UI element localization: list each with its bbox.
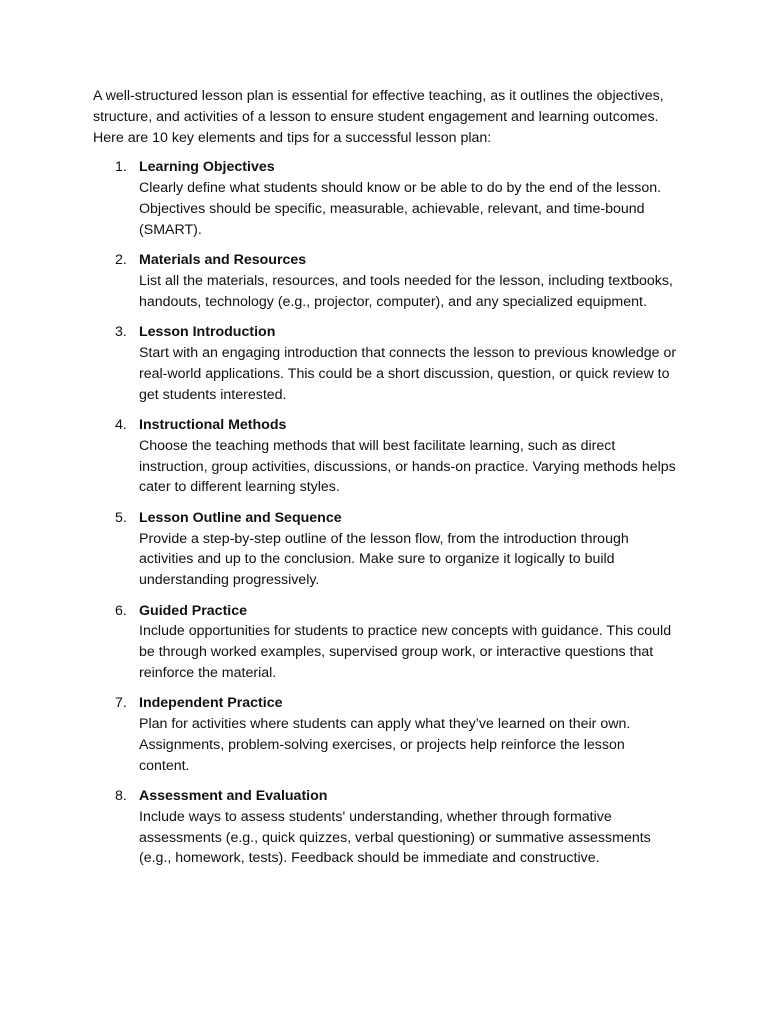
intro-paragraph: A well-structured lesson plan is essential for effective teaching, as it outlines the objectives, structure, and activities of a lesson to ensure student engagement and learning outcomes. Here are 10 key elements and tips for a successful lesson plan: — [93, 88, 664, 146]
item-title: Assessment and Evaluation — [139, 788, 328, 805]
elements-list — [93, 157, 678, 869]
item-description: Choose the teaching methods that will best facilitate learning, such as direct instruction, group activities, discussions, or hands-on practice. Varying methods helps cater to different learning styles. — [139, 437, 676, 496]
item-number: 2. — [115, 252, 127, 269]
item-title: Materials and Resources — [139, 252, 307, 269]
item-description: Clearly define what students should know or be able to do by the end of the lesson. Objectives should be specific, measurable, achievable, relevant, and time-bound (SMART). — [139, 180, 662, 238]
item-title: Independent Practice — [139, 695, 283, 712]
list-item — [93, 415, 678, 498]
item-number: 4. — [115, 416, 127, 433]
list-item — [93, 508, 678, 591]
item-title: Lesson Introduction — [139, 324, 276, 341]
list-item — [93, 693, 678, 776]
item-number: 3. — [115, 324, 127, 341]
item-description: Include opportunities for students to practice new concepts with guidance. This could be through worked examples, supervised group work, or interactive questions that reinforce the material. — [139, 623, 672, 681]
document-page — [93, 86, 678, 879]
item-number: 6. — [115, 602, 127, 619]
item-description: Include ways to assess students' understanding, whether through formative assessments (e.g., quick quizzes, verbal questioning) or summative assessments (e.g., homework, tests). Feedback should be immediate and constructive. — [139, 808, 651, 867]
item-title: Guided Practice — [139, 602, 248, 619]
item-number: 5. — [115, 509, 127, 526]
item-description: Plan for activities where students can apply what they’ve learned on their own. Assignments, problem-solving exercises, or projects help reinforce the lesson content. — [139, 716, 631, 774]
item-title: Instructional Methods — [139, 416, 287, 433]
list-item — [93, 601, 678, 684]
item-description: Start with an engaging introduction that connects the lesson to previous knowledge or real-world applications. This could be a short discussion, question, or quick review to get students interested. — [139, 344, 677, 403]
list-item — [93, 157, 678, 240]
item-description: Provide a step-by-step outline of the lesson flow, from the introduction through activities and up to the conclusion. Make sure to organize it logically to build understanding progressively. — [139, 530, 629, 589]
item-title: Lesson Outline and Sequence — [139, 509, 342, 526]
item-number: 8. — [115, 788, 127, 805]
item-description: List all the materials, resources, and tools needed for the lesson, including textbooks, handouts, technology (e.g., projector, computer), and any specialized equipment. — [139, 272, 673, 310]
list-item — [93, 786, 678, 869]
item-title: Learning Objectives — [139, 159, 275, 176]
item-number: 7. — [115, 695, 127, 712]
item-number: 1. — [115, 159, 127, 176]
list-item — [93, 322, 678, 405]
list-item — [93, 250, 678, 312]
